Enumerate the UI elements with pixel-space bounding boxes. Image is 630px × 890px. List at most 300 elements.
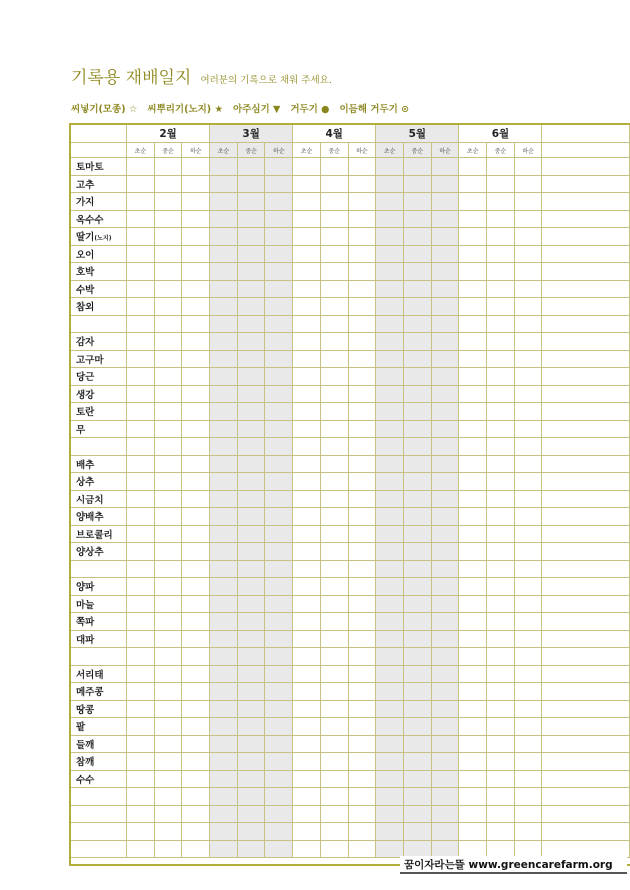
log-cell: [293, 613, 321, 631]
log-cell: [376, 158, 404, 176]
log-cell: [237, 403, 265, 421]
log-cell: [431, 403, 459, 421]
log-cell: [210, 770, 238, 788]
cultivation-log-table: [70, 124, 630, 858]
log-cell: [403, 753, 431, 771]
period-label: 하순: [431, 143, 459, 158]
log-cell: [431, 455, 459, 473]
month-header: 4월: [293, 125, 376, 143]
log-cell: [376, 245, 404, 263]
crop-name-text: 상추: [76, 477, 95, 489]
table-row: [71, 175, 630, 193]
log-cell: [348, 560, 376, 578]
crop-name-text: 땅콩: [76, 704, 95, 716]
log-cell: [265, 420, 293, 438]
log-cell: [154, 543, 182, 561]
log-cell: [182, 420, 210, 438]
log-cell: [210, 578, 238, 596]
log-cell: [265, 280, 293, 298]
log-cell: [293, 298, 321, 316]
log-cell: [265, 473, 293, 491]
log-cell: [320, 263, 348, 281]
log-cell: [265, 543, 293, 561]
spare-cell: [542, 158, 630, 176]
log-cell: [431, 823, 459, 841]
month-header: 6월: [459, 125, 542, 143]
log-cell: [127, 368, 155, 386]
log-cell: [210, 805, 238, 823]
log-cell: [210, 403, 238, 421]
log-cell: [154, 420, 182, 438]
log-cell: [127, 805, 155, 823]
log-cell: [320, 385, 348, 403]
log-cell: [154, 718, 182, 736]
spare-cell: [542, 578, 630, 596]
log-cell: [487, 368, 515, 386]
log-cell: [182, 263, 210, 281]
log-cell: [210, 508, 238, 526]
log-cell: [182, 245, 210, 263]
log-cell: [514, 455, 542, 473]
log-cell: [348, 490, 376, 508]
log-cell: [459, 473, 487, 491]
log-cell: [376, 403, 404, 421]
log-cell: [348, 753, 376, 771]
log-cell: [459, 508, 487, 526]
log-cell: [320, 525, 348, 543]
log-cell: [182, 455, 210, 473]
log-cell: [265, 158, 293, 176]
spare-cell: [542, 245, 630, 263]
log-cell: [376, 683, 404, 701]
log-cell: [237, 350, 265, 368]
log-cell: [320, 770, 348, 788]
log-cell: [210, 788, 238, 806]
crop-name: [71, 420, 127, 438]
log-cell: [487, 840, 515, 858]
log-cell: [431, 805, 459, 823]
log-cell: [127, 403, 155, 421]
log-cell: [210, 840, 238, 858]
crop-name: [71, 613, 127, 631]
log-cell: [182, 630, 210, 648]
spare-cell: [542, 333, 630, 351]
table-row: [71, 280, 630, 298]
table-row: [71, 753, 630, 771]
crop-name: [71, 438, 127, 456]
log-cell: [127, 718, 155, 736]
log-cell: [320, 840, 348, 858]
log-cell: [127, 525, 155, 543]
log-cell: [237, 263, 265, 281]
log-cell: [210, 315, 238, 333]
table-row: [71, 245, 630, 263]
log-cell: [210, 263, 238, 281]
log-cell: [348, 350, 376, 368]
period-label: 초순: [293, 143, 321, 158]
table-row: [71, 368, 630, 386]
log-cell: [320, 648, 348, 666]
crop-name-text: 토란: [76, 407, 95, 419]
period-label: 중순: [237, 143, 265, 158]
log-cell: [348, 193, 376, 211]
log-cell: [265, 560, 293, 578]
log-cell: [514, 613, 542, 631]
log-cell: [293, 385, 321, 403]
log-cell: [182, 840, 210, 858]
log-cell: [237, 840, 265, 858]
crop-name-text: 시금치: [76, 494, 104, 506]
log-cell: [487, 438, 515, 456]
spare-cell: [542, 718, 630, 736]
log-cell: [348, 263, 376, 281]
period-label: 하순: [182, 143, 210, 158]
log-cell: [376, 368, 404, 386]
log-cell: [293, 718, 321, 736]
log-cell: [127, 420, 155, 438]
log-cell: [514, 350, 542, 368]
log-cell: [376, 735, 404, 753]
log-cell: [182, 788, 210, 806]
log-cell: [210, 350, 238, 368]
log-cell: [154, 263, 182, 281]
log-cell: [320, 473, 348, 491]
period-label: 초순: [210, 143, 238, 158]
log-cell: [459, 595, 487, 613]
log-cell: [487, 683, 515, 701]
log-cell: [127, 508, 155, 526]
crop-name: [71, 350, 127, 368]
log-cell: [459, 210, 487, 228]
spare-cell: [542, 805, 630, 823]
log-cell: [210, 385, 238, 403]
log-cell: [210, 735, 238, 753]
log-cell: [376, 508, 404, 526]
table-row: [71, 595, 630, 613]
log-cell: [265, 788, 293, 806]
log-cell: [459, 298, 487, 316]
log-cell: [320, 543, 348, 561]
log-cell: [182, 700, 210, 718]
log-cell: [431, 175, 459, 193]
log-cell: [265, 613, 293, 631]
spare-cell: [542, 263, 630, 281]
log-cell: [320, 420, 348, 438]
table-row: [71, 333, 630, 351]
log-cell: [320, 665, 348, 683]
log-cell: [459, 350, 487, 368]
log-cell: [154, 368, 182, 386]
log-cell: [514, 315, 542, 333]
log-cell: [154, 210, 182, 228]
log-cell: [348, 595, 376, 613]
log-cell: [514, 175, 542, 193]
period-label: 중순: [320, 143, 348, 158]
log-cell: [210, 700, 238, 718]
crop-name-text: 메주콩: [76, 687, 104, 699]
spare-cell: [542, 543, 630, 561]
log-cell: [403, 473, 431, 491]
log-cell: [237, 525, 265, 543]
log-cell: [376, 700, 404, 718]
log-cell: [514, 788, 542, 806]
crop-name: [71, 718, 127, 736]
log-cell: [320, 490, 348, 508]
log-cell: [320, 788, 348, 806]
log-cell: [265, 455, 293, 473]
log-cell: [459, 403, 487, 421]
log-cell: [320, 368, 348, 386]
log-cell: [237, 753, 265, 771]
log-cell: [320, 315, 348, 333]
log-cell: [127, 595, 155, 613]
log-cell: [459, 438, 487, 456]
log-cell: [376, 385, 404, 403]
legend-item: 아주심기 ▼: [232, 104, 281, 115]
log-cell: [431, 158, 459, 176]
log-cell: [127, 630, 155, 648]
log-cell: [154, 683, 182, 701]
log-cell: [459, 560, 487, 578]
spare-cell: [542, 823, 630, 841]
table-row: [71, 735, 630, 753]
log-cell: [348, 630, 376, 648]
log-cell: [320, 175, 348, 193]
log-cell: [376, 630, 404, 648]
log-cell: [182, 298, 210, 316]
table-row: [71, 193, 630, 211]
log-cell: [431, 543, 459, 561]
crop-name: [71, 823, 127, 841]
log-cell: [320, 595, 348, 613]
log-cell: [403, 630, 431, 648]
log-cell: [459, 823, 487, 841]
crop-name-text: 오이: [76, 249, 95, 261]
table-row: [71, 403, 630, 421]
log-cell: [127, 543, 155, 561]
log-cell: [487, 700, 515, 718]
log-cell: [265, 175, 293, 193]
log-cell: [320, 753, 348, 771]
crop-name: [71, 245, 127, 263]
crop-name-text: 고추: [76, 179, 95, 191]
log-cell: [210, 368, 238, 386]
log-cell: [514, 228, 542, 246]
log-cell: [237, 805, 265, 823]
log-cell: [431, 613, 459, 631]
log-cell: [487, 420, 515, 438]
log-cell: [514, 578, 542, 596]
log-cell: [459, 770, 487, 788]
log-cell: [514, 438, 542, 456]
table-row: [71, 578, 630, 596]
spare-cell: [542, 613, 630, 631]
log-cell: [431, 525, 459, 543]
corner-cell: [71, 143, 127, 158]
log-cell: [237, 788, 265, 806]
log-cell: [293, 263, 321, 281]
spare-cell: [542, 788, 630, 806]
log-cell: [293, 368, 321, 386]
log-cell: [376, 560, 404, 578]
spare-cell: [542, 840, 630, 858]
log-cell: [265, 718, 293, 736]
log-cell: [487, 210, 515, 228]
log-cell: [348, 420, 376, 438]
period-label: 하순: [348, 143, 376, 158]
log-cell: [403, 648, 431, 666]
log-cell: [403, 683, 431, 701]
log-cell: [210, 298, 238, 316]
log-cell: [376, 648, 404, 666]
log-cell: [154, 403, 182, 421]
log-cell: [182, 525, 210, 543]
table-row: [71, 210, 630, 228]
crop-name-text: 수수: [76, 774, 95, 786]
table-row: [71, 508, 630, 526]
log-cell: [210, 823, 238, 841]
log-cell: [348, 770, 376, 788]
log-cell: [514, 245, 542, 263]
log-cell: [237, 508, 265, 526]
log-cell: [182, 648, 210, 666]
log-cell: [514, 385, 542, 403]
log-cell: [320, 280, 348, 298]
crop-name: [71, 648, 127, 666]
log-cell: [459, 735, 487, 753]
log-cell: [403, 193, 431, 211]
log-cell: [293, 578, 321, 596]
log-cell: [348, 403, 376, 421]
log-cell: [182, 438, 210, 456]
log-cell: [431, 298, 459, 316]
log-cell: [293, 700, 321, 718]
log-cell: [487, 543, 515, 561]
log-cell: [431, 683, 459, 701]
log-cell: [403, 333, 431, 351]
log-cell: [237, 210, 265, 228]
log-cell: [154, 158, 182, 176]
crop-name-text: 대파: [76, 634, 95, 646]
log-cell: [403, 403, 431, 421]
log-cell: [348, 805, 376, 823]
log-cell: [127, 280, 155, 298]
log-cell: [514, 718, 542, 736]
month-header: 5월: [376, 125, 459, 143]
log-cell: [293, 210, 321, 228]
log-cell: [237, 823, 265, 841]
log-cell: [237, 315, 265, 333]
crop-name: [71, 543, 127, 561]
log-cell: [154, 490, 182, 508]
log-cell: [293, 508, 321, 526]
log-cell: [403, 228, 431, 246]
log-cell: [210, 455, 238, 473]
log-cell: [320, 630, 348, 648]
spare-cell: [542, 438, 630, 456]
log-cell: [293, 228, 321, 246]
log-cell: [293, 753, 321, 771]
log-cell: [237, 560, 265, 578]
log-cell: [154, 648, 182, 666]
log-cell: [487, 473, 515, 491]
log-cell: [210, 193, 238, 211]
log-cell: [376, 420, 404, 438]
log-cell: [487, 298, 515, 316]
log-cell: [293, 158, 321, 176]
table-row: [71, 350, 630, 368]
log-cell: [293, 770, 321, 788]
log-cell: [514, 665, 542, 683]
period-label: 중순: [154, 143, 182, 158]
table-row: [71, 385, 630, 403]
table-row: [71, 630, 630, 648]
log-cell: [514, 298, 542, 316]
log-cell: [487, 350, 515, 368]
spare-cell: [542, 193, 630, 211]
log-cell: [320, 613, 348, 631]
log-cell: [514, 735, 542, 753]
crop-name-text: 호박: [76, 267, 95, 279]
log-cell: [182, 175, 210, 193]
log-cell: [348, 210, 376, 228]
log-cell: [293, 315, 321, 333]
log-cell: [320, 158, 348, 176]
spare-cell: [542, 298, 630, 316]
log-cell: [320, 578, 348, 596]
log-cell: [293, 648, 321, 666]
log-cell: [459, 193, 487, 211]
log-cell: [237, 420, 265, 438]
log-cell: [514, 630, 542, 648]
log-cell: [459, 648, 487, 666]
log-cell: [237, 490, 265, 508]
log-cell: [127, 735, 155, 753]
log-cell: [210, 665, 238, 683]
log-cell: [459, 543, 487, 561]
log-cell: [431, 210, 459, 228]
log-cell: [348, 665, 376, 683]
log-cell: [376, 578, 404, 596]
log-cell: [154, 193, 182, 211]
log-cell: [376, 455, 404, 473]
log-cell: [293, 805, 321, 823]
log-cell: [182, 385, 210, 403]
title-main: 기록용 재배일지: [71, 68, 192, 88]
log-cell: [403, 280, 431, 298]
crop-name: [71, 315, 127, 333]
month-header-row: [71, 125, 630, 143]
log-cell: [182, 613, 210, 631]
log-cell: [487, 630, 515, 648]
log-cell: [431, 490, 459, 508]
log-cell: [320, 403, 348, 421]
log-cell: [293, 403, 321, 421]
log-cell: [431, 735, 459, 753]
log-cell: [459, 368, 487, 386]
log-cell: [154, 455, 182, 473]
log-cell: [376, 543, 404, 561]
log-cell: [487, 245, 515, 263]
table-row: [71, 473, 630, 491]
crop-name-text: 딸기: [76, 232, 95, 244]
log-cell: [210, 175, 238, 193]
log-cell: [348, 700, 376, 718]
log-cell: [487, 455, 515, 473]
spare-cell: [542, 473, 630, 491]
log-cell: [182, 333, 210, 351]
log-cell: [431, 420, 459, 438]
